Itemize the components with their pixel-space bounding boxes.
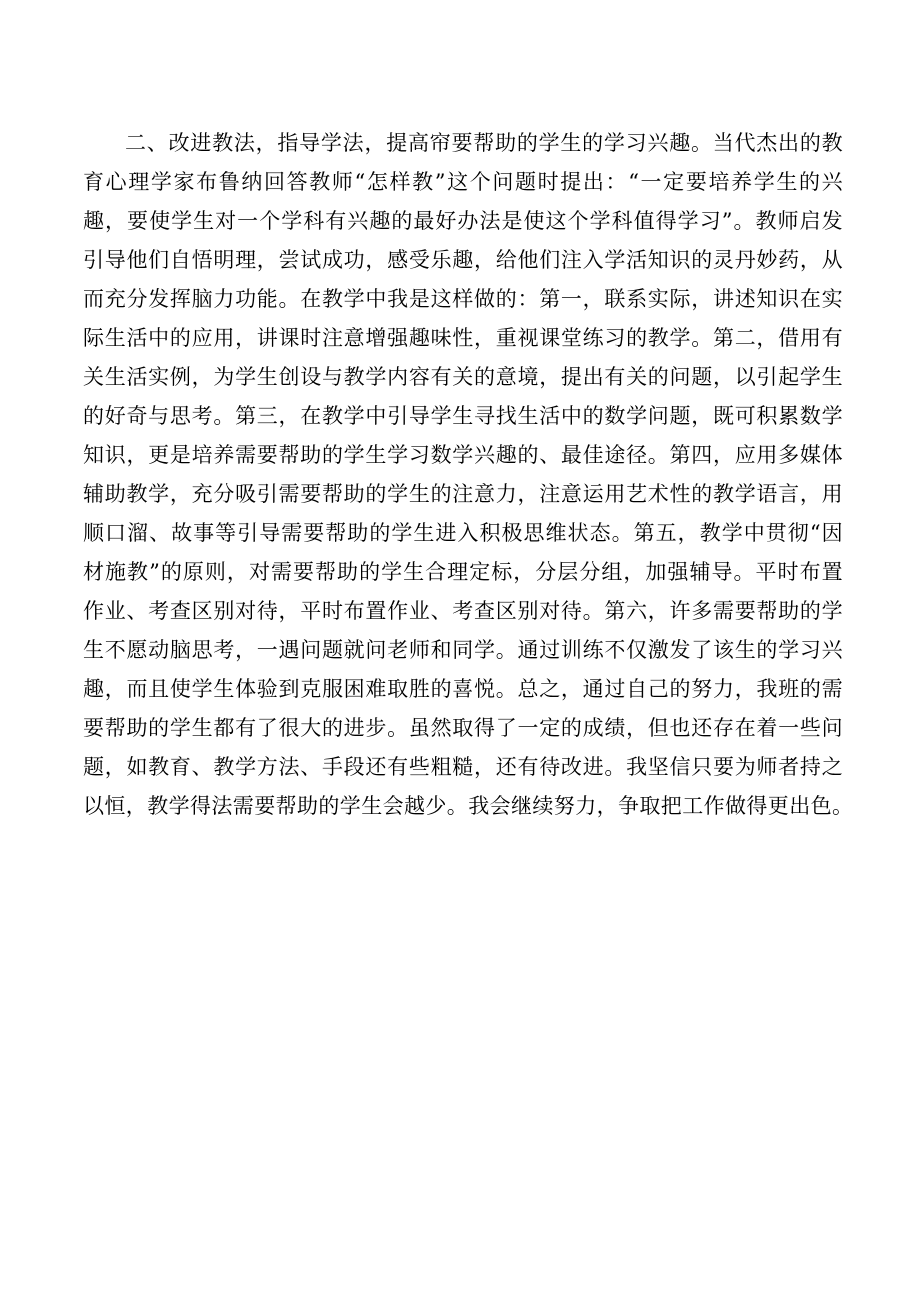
paragraph-line: 趣，而且使学生体验到克服困难取胜的喜悦。总之，通过自己的努力，我班的需 [83, 677, 843, 701]
paragraph-line: 题，如教育、教学方法、手段还有些粗糙，还有待改进。我坚信只要为师者持之 [83, 755, 843, 779]
paragraph-line: 趣，要使学生对一个学科有兴趣的最好办法是使这个学科值得学习”。教师启发 [83, 209, 843, 233]
paragraph-line: 育心理学家布鲁纳回答教师“怎样教”这个问题时提出：“一定要培养学生的兴 [83, 170, 843, 194]
paragraph-line: 要帮助的学生都有了很大的进步。虽然取得了一定的成绩，但也还存在着一些问 [83, 716, 843, 740]
paragraph-line: 二、改进教法，指导学法，提高帘要帮助的学生的学习兴趣。当代杰出的教 [125, 131, 843, 155]
paragraph-line: 的好奇与思考。第三，在教学中引导学生寻找生活中的数学问题，既可积累数学 [83, 404, 843, 428]
paragraph-line: 以恒，教学得法需要帮助的学生会越少。我会继续努力，争取把工作做得更出色。 [83, 794, 854, 818]
paragraph-line: 而充分发挥脑力功能。在教学中我是这样做的：第一，联系实际，讲述知识在实 [83, 287, 843, 311]
paragraph-line: 顺口溜、故事等引导需要帮助的学生进入积极思维状态。第五，教学中贯彻“因 [83, 521, 843, 545]
body-paragraph [83, 124, 854, 826]
paragraph-line: 关生活实例，为学生创设与教学内容有关的意境，提出有关的问题，以引起学生 [83, 365, 843, 389]
paragraph-line: 辅助教学，充分吸引需要帮助的学生的注意力，注意运用艺术性的教学语言，用 [83, 482, 843, 506]
paragraph-line: 知识，更是培养需要帮助的学生学习数学兴趣的、最佳途径。第四，应用多媒体 [83, 443, 843, 467]
paragraph-line: 作业、考查区别对待，平时布置作业、考查区别对待。第六，许多需要帮助的学 [83, 599, 843, 623]
paragraph-line: 际生活中的应用，讲课时注意增强趣味性，重视课堂练习的教学。第二，借用有 [83, 326, 843, 350]
paragraph-line: 引导他们自悟明理，尝试成功，感受乐趣，给他们注入学活知识的灵丹妙药，从 [83, 248, 843, 272]
paragraph-line: 生不愿动脑思考，一遇问题就问老师和同学。通过训练不仅激发了该生的学习兴 [83, 638, 843, 662]
paragraph-line: 材施教”的原则，对需要帮助的学生合理定标，分层分组，加强辅导。平时布置 [83, 560, 843, 584]
